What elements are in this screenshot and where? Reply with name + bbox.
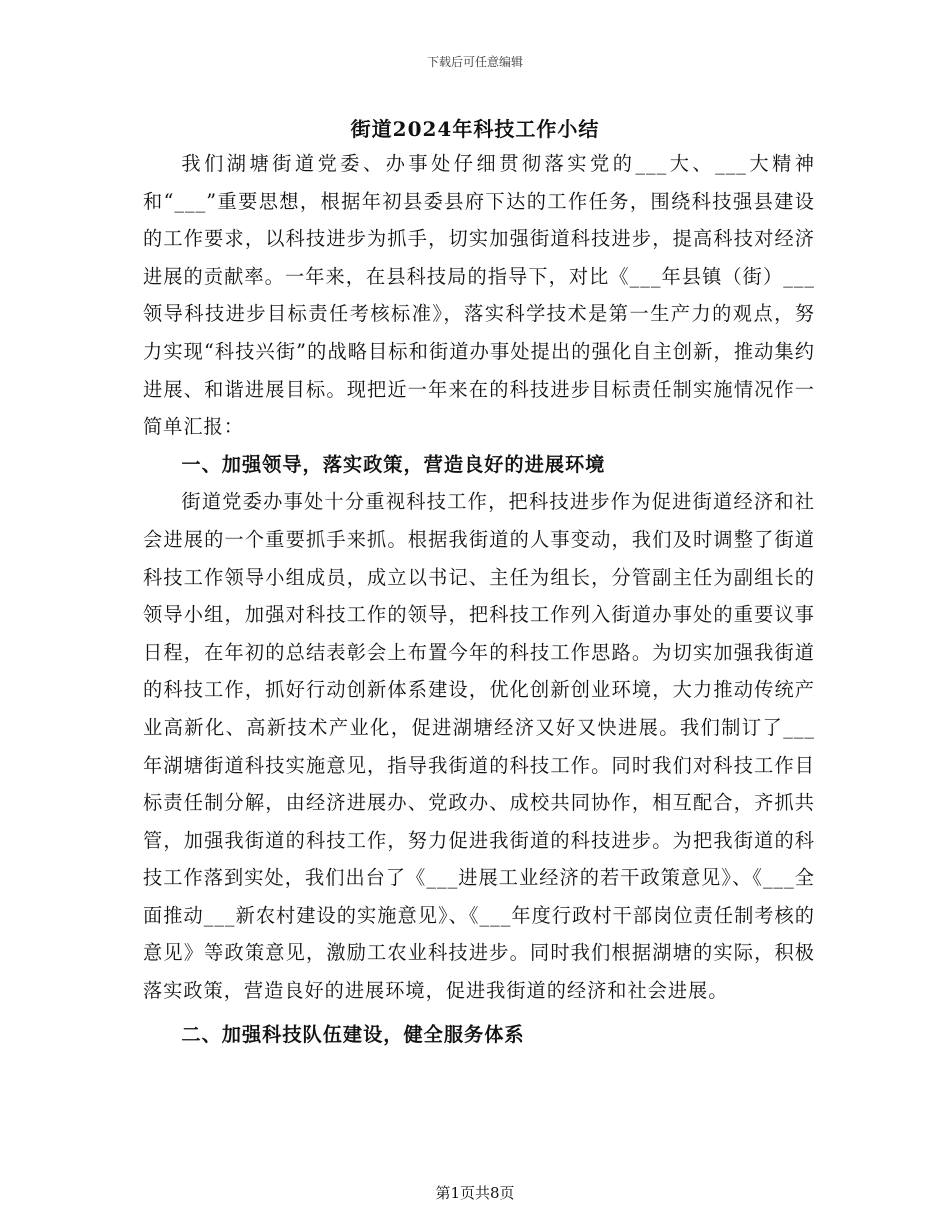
document-body <box>143 145 815 1053</box>
document-title: 街道2024年科技工作小结 <box>350 117 600 141</box>
intro-paragraph: 我们湖塘街道党委、办事处仔细贯彻落实党的___大、___大精神和“___”重要思想，根据年初县委县府下达的工作任务，围绕科技强县建设的工作要求，以科技进步为抓手，切实加强街道科技进步，提高科技对经济进展的贡献率。一年来，在县科技局的指导下，对比《___年县镇（街）___领导科技进步目标责任考核标准》，落实科学技术是第一生产力的观点，努力实现“科技兴街”的战略目标和街道办事处提出的强化自主创新，推动集约进展、和谐进展目标。现把近一年来在的科技进步目标责任制实施情况作一简单汇报： <box>143 152 815 439</box>
page-number-footer: 第1页共8页 <box>435 1184 515 1202</box>
page-header-note: 下载后可任意编辑 <box>426 55 523 69</box>
section-2-heading: 二、加强科技队伍建设，健全服务体系 <box>181 1022 525 1046</box>
section-1-heading: 一、加强领导，落实政策，营造良好的进展环境 <box>181 452 606 476</box>
section-1-paragraph: 街道党委办事处十分重视科技工作，把科技进步作为促进街道经济和社会进展的一个重要抓手来抓。根据我街道的人事变动，我们及时调整了街道科技工作领导小组成员，成立以书记、主任为组长，分管副主任为副组长的领导小组，加强对科技工作的领导，把科技工作列入街道办事处的重要议事日程，在年初的总结表彰会上布置今年的科技工作思路。为切实加强我街道的科技工作，抓好行动创新体系建设，优化创新创业环境，大力推动传统产业高新化、高新技术产业化，促进湖塘经济又好又快进展。我们制订了___年湖塘街道科技实施意见，指导我街道的科技工作。同时我们对科技工作目标责任制分解，由经济进展办、党政办、成校共同协作，相互配合，齐抓共管，加强我街道的科技工作，努力促进我街道的科技进步。为把我街道的科技工作落到实处，我们出台了《___进展工业经济的若干政策意见》、《___全面推动___新农村建设的实施意见》、《___年度行政村干部岗位责任制考核的意见》等政策意见，激励工农业科技进步。同时我们根据湖塘的实际，积极落实政策，营造良好的进展环境，促进我街道的经济和社会进展。 <box>143 490 815 1003</box>
